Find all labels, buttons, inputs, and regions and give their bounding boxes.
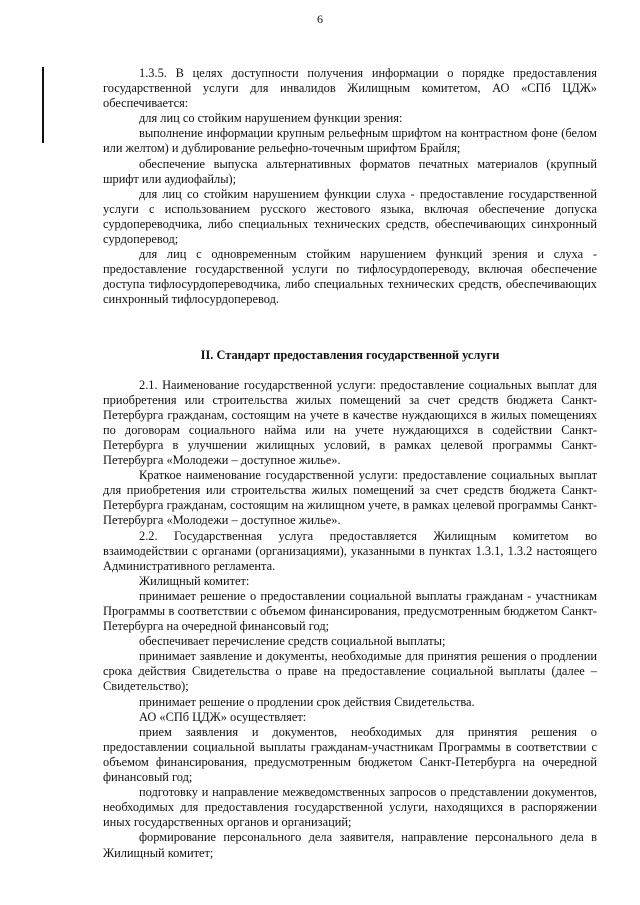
paragraph: для лиц со стойким нарушением функции слуха - предоставление государственной услуги с использованием русского жестового языка, включая обеспечение допуска сурдопереводчика, либо специальных технических средств, обеспечивающих синхронный сурдоперевод; <box>103 186 597 247</box>
paragraph: обеспечение выпуска альтернативных форматов печатных материалов (крупный шрифт или аудиофайлы); <box>103 156 597 186</box>
paragraph: 2.1. Наименование государственной услуги: предоставление социальных выплат для приобретения или строительства жилых помещений за счет средств бюджета Санкт-Петербурга гражданам, состоящим на учете в качестве нуждающихся в жилых помещениях по договорам социального найма или на учете нуждающихся в содействии Санкт-Петербурга в улучшении жилищных условий, в рамках целевой программы Санкт-Петербурга «Молодежи – доступное жилье». <box>103 377 597 468</box>
paragraph: Жилищный комитет: <box>139 573 250 588</box>
paragraph: 2.2. Государственная услуга предоставляется Жилищным комитетом во взаимодействии с органами (организациями), указанными в пунктах 1.3.1, 1.3.2 настоящего Административного регламента. <box>103 528 597 573</box>
page-content <box>103 66 597 861</box>
section-heading: II. Стандарт предоставления государственной услуги <box>200 347 500 362</box>
paragraph: принимает заявление и документы, необходимые для принятия решения о продлении срока действия Свидетельства о праве на предоставление социальной выплаты (далее – Свидетельство); <box>103 649 597 694</box>
paragraph: Краткое наименование государственной услуги: предоставление социальных выплат для приобретения или строительства жилых помещений за счет средств бюджета Санкт-Петербурга гражданам, состоящим на жилищном учете, в рамках целевой программы Санкт-Петербурга «Молодежи – доступное жилье». <box>103 468 597 528</box>
paragraph: формирование персонального дела заявителя, направление персонального дела в Жилищный комитет; <box>103 830 597 860</box>
paragraph: подготовку и направление межведомственных запросов о представлении документов, необходимых для предоставления государственной услуги, находящихся в распоряжении иных государственных органов и организаций; <box>103 785 597 830</box>
page-number: 6 <box>317 12 323 26</box>
section-gap <box>103 308 597 348</box>
paragraph: 1.3.5. В целях доступности получения информации о порядке предоставления государственной услуги для инвалидов Жилищным комитетом, АО «СПб ЦДЖ» обеспечивается: <box>103 66 597 111</box>
paragraph: выполнение информации крупным рельефным шрифтом на контрастном фоне (белом или желтом) и дублирование рельефно-точечным шрифтом Брайля; <box>103 126 597 156</box>
paragraph: принимает решение о предоставлении социальной выплаты гражданам - участникам Программы в соответствии с объемом финансирования, предусмотренным бюджетом Санкт-Петербурга на очередной финансовый год; <box>103 588 597 634</box>
paragraph: АО «СПб ЦДЖ» осуществляет: <box>139 709 307 724</box>
paragraph: обеспечивает перечисление средств социальной выплаты; <box>139 634 446 649</box>
heading-gap <box>103 363 597 378</box>
paragraph: для лиц со стойким нарушением функции зрения: <box>139 111 403 126</box>
paragraph: принимает решение о продлении срок действия Свидетельства. <box>139 694 475 709</box>
margin-mark <box>42 67 44 143</box>
paragraph: прием заявления и документов, необходимых для принятия решения о предоставлении социальной выплаты гражданам-участникам Программы в соответствии с объемом финансирования, предусмотренным бюджетом Санкт-Петербурга на очередной финансовый год; <box>103 724 597 785</box>
paragraph: для лиц с одновременным стойким нарушением функций зрения и слуха - предоставление государственной услуги по тифлосурдопереводу, включая обеспечение доступа тифлосурдопереводчика, либо специальных технических средств, обеспечивающих синхронный тифлосурдоперевод. <box>103 247 597 307</box>
